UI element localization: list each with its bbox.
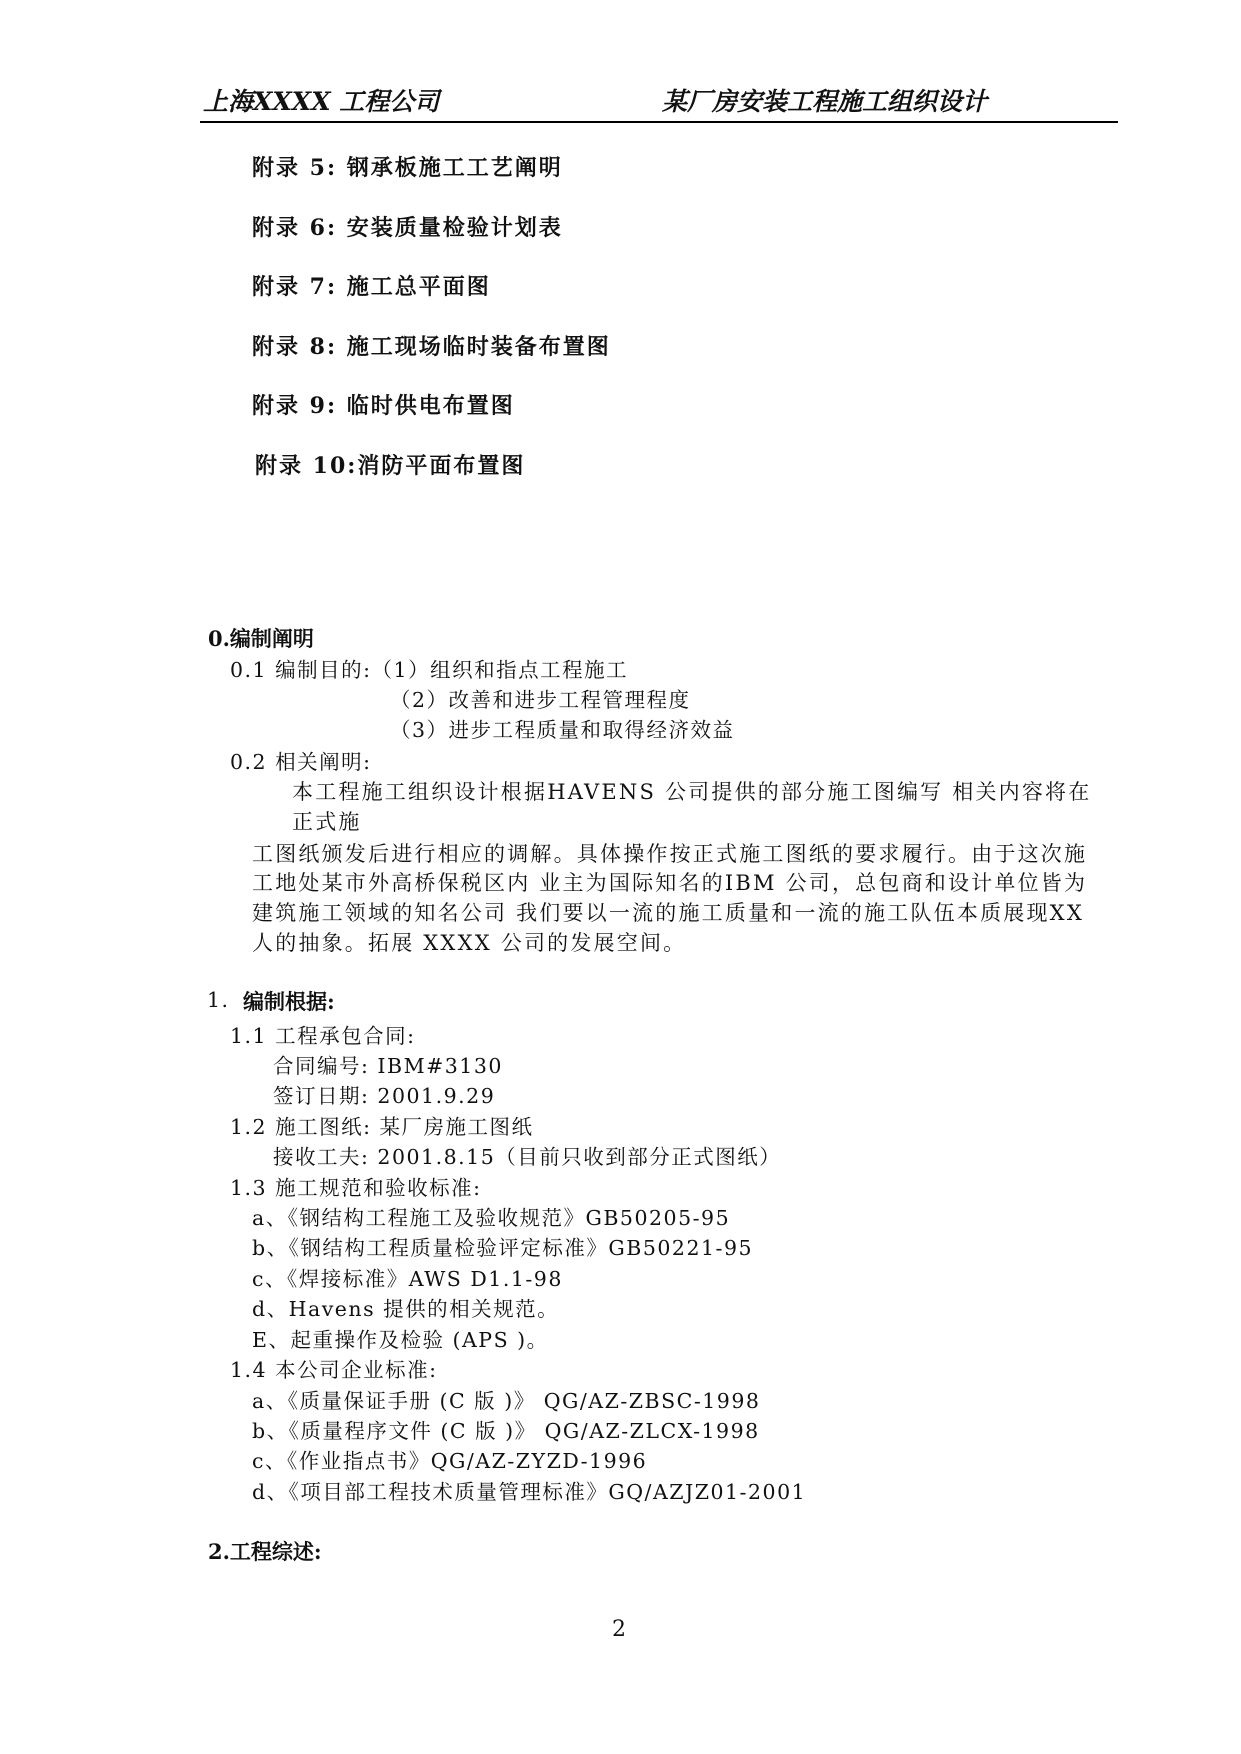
section-1-line: 1.1 工程承包合同:: [230, 1024, 416, 1048]
section-1-line: c、《作业指点书》QG/AZ-ZYZD-1996: [252, 1449, 648, 1473]
paragraph-line: 本工程施工组织设计根据HAVENS 公司提供的部分施工图编写 相关内容将在: [292, 780, 1092, 804]
section-1-line: 1.3 施工规范和验收标准:: [230, 1176, 482, 1200]
appendix-item: 附录 10:消防平面布置图: [255, 453, 526, 479]
appendix-item: 附录 7: 施工总平面图: [252, 274, 491, 300]
appendix-item: 附录 6: 安装质量检验计划表: [252, 215, 563, 241]
section-1-line: E、起重操作及检验 (APS )。: [252, 1328, 549, 1352]
header-rule: [200, 121, 1118, 123]
section-1-line: b、《质量程序文件 (C 版 )》 QG/AZ-ZLCX-1998: [252, 1419, 760, 1443]
appendix-item: 附录 8: 施工现场临时装备布置图: [252, 334, 611, 360]
header-doc-title: 某厂房安装工程施工组织设计: [662, 87, 988, 116]
page-number: 2: [612, 1617, 626, 1642]
section-1-number: 1.: [207, 988, 230, 1012]
paragraph-line: 建筑施工领域的知名公司 我们要以一流的施工质量和一流的施工队伍本质展现XX: [252, 901, 1084, 925]
paragraph-line: 人的抽象。拓展 XXXX 公司的发展空间。: [252, 931, 687, 955]
paragraph-line: 工地处某市外高桥保税区内 业主为国际知名的IBM 公司，总包商和设计单位皆为: [252, 871, 1088, 895]
section-1-line: b、《钢结构工程质量检验评定标准》GB50221-95: [252, 1236, 754, 1260]
purpose-line: 0.1 编制目的:（1）组织和指点工程施工: [230, 658, 629, 682]
section-1-line: a、《钢结构工程施工及验收规范》GB50205-95: [252, 1206, 731, 1230]
purpose-line: （2）改善和进步工程管理程度: [390, 688, 691, 712]
section-1-line: 1.2 施工图纸: 某厂房施工图纸: [230, 1115, 534, 1139]
section-0-title: 0.编制阐明: [208, 626, 314, 651]
paragraph-line: 工图纸颁发后进行相应的调解。具体操作按正式施工图纸的要求履行。由于这次施: [252, 842, 1088, 866]
section-1-line: a、《质量保证手册 (C 版 )》 QG/AZ-ZBSC-1998: [252, 1389, 761, 1413]
section-1-line: d、Havens 提供的相关规范。: [252, 1297, 560, 1321]
section-1-line: c、《焊接标准》AWS D1.1-98: [252, 1267, 563, 1291]
section-1-line: d、《项目部工程技术质量管理标准》GQ/AZJZ01-2001: [252, 1480, 807, 1504]
appendix-item: 附录 5: 钢承板施工工艺阐明: [252, 155, 563, 181]
section-1-line: 合同编号: IBM#3130: [273, 1054, 503, 1078]
related-title: 0.2 相关阐明:: [230, 750, 372, 774]
section-2-title: 2.工程综述:: [208, 1539, 322, 1564]
purpose-line: （3）进步工程质量和取得经济效益: [390, 718, 735, 742]
section-1-title: 编制根据:: [243, 989, 335, 1014]
section-1-line: 签订日期: 2001.9.29: [273, 1084, 496, 1108]
section-1-line: 1.4 本公司企业标准:: [230, 1358, 438, 1382]
header-company: 上海XXXX 工程公司: [203, 87, 440, 116]
section-1-line: 接收工夫: 2001.8.15（目前只收到部分正式图纸）: [273, 1145, 782, 1169]
appendix-item: 附录 9: 临时供电布置图: [252, 393, 515, 419]
paragraph-line: 正式施: [292, 810, 362, 834]
